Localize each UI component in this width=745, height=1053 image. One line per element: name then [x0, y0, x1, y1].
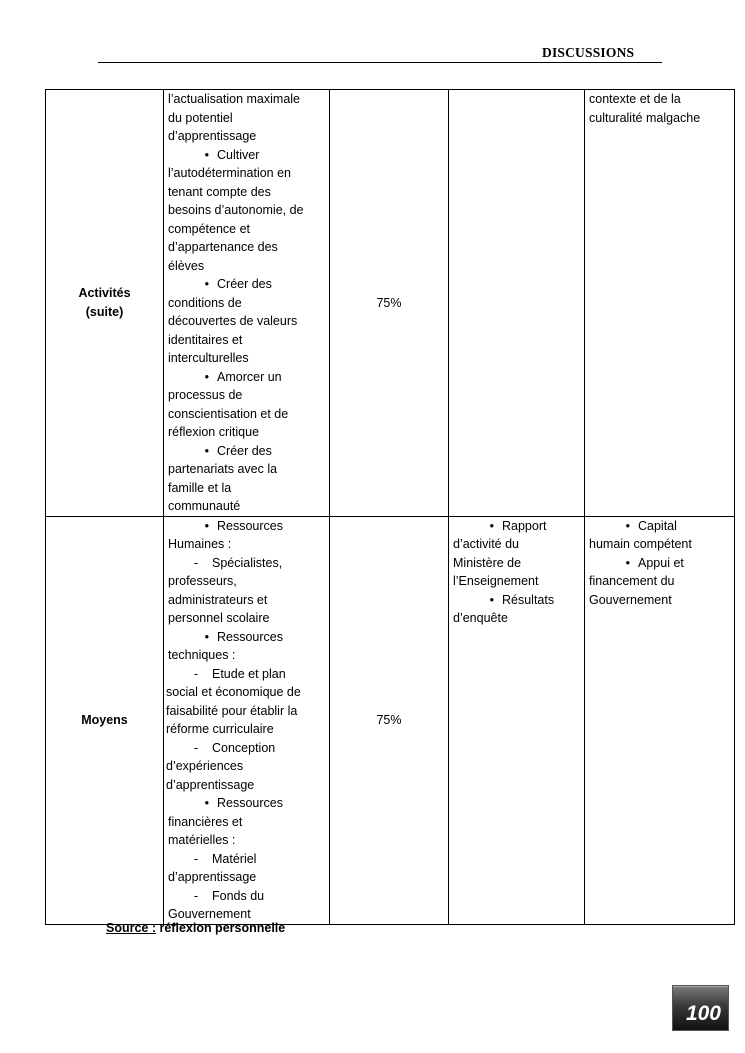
- cell-moyens-col4: [449, 516, 585, 924]
- bullet-item: • Ressources: [168, 628, 325, 647]
- text-line: contexte et de la: [589, 92, 681, 106]
- text-line: financières et: [168, 814, 243, 829]
- text-line: d’apprentissage: [168, 870, 257, 884]
- bullet-item: • Appui et: [589, 554, 730, 573]
- text-line: faisabilité pour établir la: [166, 703, 298, 718]
- cell-activites-col2: [164, 90, 330, 517]
- page-header-title: DISCUSSIONS: [542, 45, 635, 60]
- text-line: conditions de: [168, 295, 242, 310]
- table-row-activites: [46, 90, 735, 517]
- cell-activites-col4: [449, 90, 585, 517]
- text-line: d’appartenance des: [168, 240, 278, 254]
- text-line: Gouvernement: [168, 907, 251, 921]
- text-line: l’autodétermination en: [168, 166, 291, 180]
- dash-item: - Fonds du: [168, 887, 325, 906]
- page-number-badge: [672, 985, 729, 1031]
- text-line: interculturelles: [168, 351, 249, 365]
- text-line: d’activité du: [453, 537, 520, 551]
- cell-activites-col5: [585, 90, 735, 517]
- source-label: Source :: [106, 921, 157, 935]
- bullet-item: • Créer des: [168, 275, 325, 294]
- bullet-item: • Rapport: [453, 517, 580, 536]
- source-note: [106, 921, 285, 935]
- text-line: processus de: [168, 388, 243, 402]
- text-line: culturalité malgache: [589, 110, 701, 125]
- bullet-item: • Cultiver: [168, 146, 325, 165]
- text-line: social et économique de: [166, 685, 301, 699]
- text-line: professeurs,: [168, 574, 237, 588]
- row-label-moyens: [46, 516, 164, 924]
- dash-item: - Etude et plan: [168, 665, 325, 684]
- bullet-item: • Résultats: [453, 591, 580, 610]
- text-line: partenariats avec la: [168, 462, 278, 476]
- text-line: Ministère de: [453, 555, 522, 570]
- text-line: d’enquête: [453, 611, 508, 625]
- text-line: famille et la: [168, 480, 232, 495]
- text-line: Humaines :: [168, 537, 232, 551]
- bullet-item: • Ressources: [168, 517, 325, 536]
- table-row-moyens: [46, 516, 735, 924]
- dash-item: - Conception: [168, 739, 325, 758]
- text-line: du potentiel: [168, 110, 233, 125]
- cell-moyens-col5: [585, 516, 735, 924]
- text-line: élèves: [168, 258, 205, 273]
- text-line: conscientisation et de: [168, 406, 289, 421]
- row-label-line2: (suite): [85, 304, 124, 319]
- text-line: techniques :: [168, 648, 236, 662]
- text-line: compétence et: [168, 221, 250, 236]
- row-label-line1: Moyens: [81, 712, 128, 727]
- bullet-item: • Ressources: [168, 794, 325, 813]
- row-label-activites: [46, 90, 164, 517]
- dash-item: - Spécialistes,: [168, 554, 325, 573]
- page-number: 100: [685, 1002, 721, 1025]
- text-line: Gouvernement: [589, 592, 672, 607]
- text-line: l’Enseignement: [453, 574, 539, 588]
- bullet-item: • Amorcer un: [168, 368, 325, 387]
- bullet-item: • Créer des: [168, 442, 325, 461]
- text-line: réforme curriculaire: [166, 722, 274, 736]
- text-line: d’apprentissage: [166, 777, 255, 792]
- header-rule: [98, 62, 662, 63]
- text-line: l’actualisation maximale: [168, 92, 301, 106]
- text-line: d’apprentissage: [168, 129, 257, 143]
- cell-activites-percent: 75%: [330, 90, 449, 517]
- text-line: personnel scolaire: [168, 611, 270, 625]
- discussion-table: [45, 89, 735, 925]
- text-line: découvertes de valeurs: [168, 314, 298, 328]
- text-line: identitaires et: [168, 332, 243, 347]
- text-line: humain compétent: [589, 537, 692, 551]
- text-line: matérielles :: [168, 833, 236, 847]
- cell-moyens-percent: 75%: [330, 516, 449, 924]
- text-line: communauté: [168, 499, 241, 513]
- text-line: tenant compte des: [168, 184, 271, 199]
- text-line: d’expériences: [166, 759, 244, 773]
- text-line: administrateurs et: [168, 592, 268, 607]
- bullet-item: • Capital: [589, 517, 730, 536]
- text-line: financement du: [589, 574, 675, 588]
- cell-moyens-col2: [164, 516, 330, 924]
- text-line: réflexion critique: [168, 425, 260, 439]
- row-label-line1: Activités: [78, 286, 131, 301]
- text-line: besoins d’autonomie, de: [168, 203, 304, 217]
- dash-item: - Matériel: [168, 850, 325, 869]
- source-text: réflexion personnelle: [156, 921, 286, 935]
